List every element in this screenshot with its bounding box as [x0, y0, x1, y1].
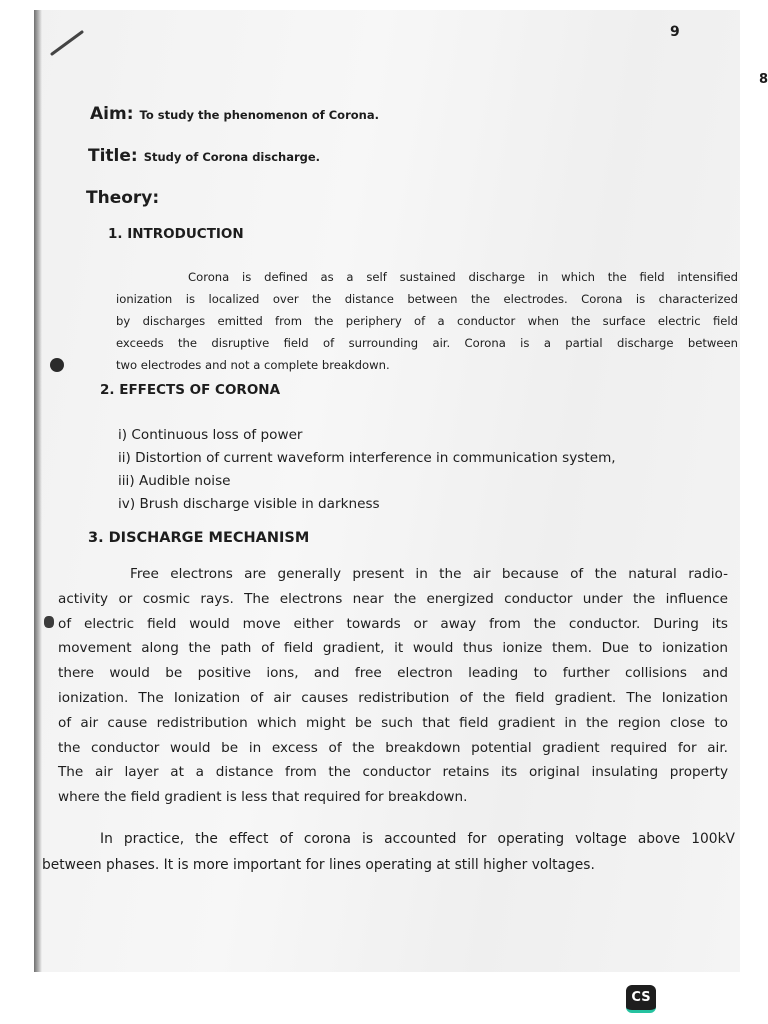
title-line — [88, 146, 320, 166]
paragraph-line: ionization is localized over the distance between the electrodes. Corona is characterized — [116, 292, 738, 306]
section-heading-effects: 2. EFFECTS OF CORONA — [100, 382, 281, 398]
aim-label: Aim: — [90, 104, 134, 124]
printed-page-number: 8 — [759, 72, 768, 87]
mechanism-paragraph — [58, 562, 728, 810]
paragraph-line: activity or cosmic rays. The electrons near the energized conductor under the influence — [58, 590, 728, 607]
paragraph-line: of electric field would move either towards or away from the conductor. During its — [58, 615, 728, 632]
list-item: iv) Brush discharge visible in darkness — [118, 496, 380, 512]
punch-hole-mark — [44, 616, 54, 628]
section-heading-mechanism: 3. DISCHARGE MECHANISM — [88, 530, 310, 546]
paragraph-line: there would be positive ions, and free electron leading to further collisions and — [58, 665, 728, 682]
paragraph-line: between phases. It is more important for lines operating at still higher voltages. — [42, 857, 595, 873]
paragraph-line: by discharges emitted from the periphery of a conductor when the surface electric field — [116, 314, 738, 328]
paragraph-line: two electrodes and not a complete breakdown. — [116, 358, 390, 372]
title-label: Title: — [88, 146, 138, 166]
paragraph-line: In practice, the effect of corona is accounted for operating voltage above 100kV — [100, 831, 735, 847]
camscanner-badge: CS — [626, 985, 656, 1013]
document-page — [34, 10, 768, 972]
aim-value: To study the phenomenon of Corona. — [139, 108, 379, 122]
list-item: iii) Audible noise — [118, 473, 231, 489]
list-item: ii) Distortion of current waveform interference in communication system, — [118, 450, 616, 466]
introduction-paragraph — [116, 266, 738, 376]
paragraph-line: Free electrons are generally present in the air because of the natural radio- — [130, 566, 728, 582]
theory-heading: Theory: — [86, 188, 160, 208]
aim-line — [90, 104, 379, 124]
handwritten-page-number: 9 — [670, 24, 680, 40]
paragraph-line: The air layer at a distance from the conductor retains its original insulating property — [58, 764, 728, 781]
pencil-mark-icon — [48, 28, 88, 58]
punch-hole-mark — [50, 358, 64, 372]
paragraph-line: Corona is defined as a self sustained discharge in which the field intensified — [188, 270, 738, 284]
section-heading-introduction: 1. INTRODUCTION — [108, 226, 244, 242]
effects-list — [118, 424, 616, 516]
title-value: Study of Corona discharge. — [143, 150, 321, 164]
paragraph-line: the conductor would be in excess of the breakdown potential gradient required for air. — [58, 739, 728, 756]
list-item: i) Continuous loss of power — [118, 427, 303, 443]
paragraph-line: movement along the path of field gradient, it would thus ionize them. Due to ionization — [58, 640, 728, 657]
practice-paragraph — [42, 826, 735, 878]
paragraph-line: ionization. The Ionization of air causes redistribution of the field gradient. The Ionization — [58, 689, 728, 706]
paragraph-line: exceeds the disruptive field of surrounding air. Corona is a partial discharge between — [116, 336, 738, 350]
paragraph-line: where the field gradient is less that required for breakdown. — [58, 789, 468, 806]
paragraph-line: of air cause redistribution which might be such that field gradient in the region close to — [58, 714, 728, 731]
